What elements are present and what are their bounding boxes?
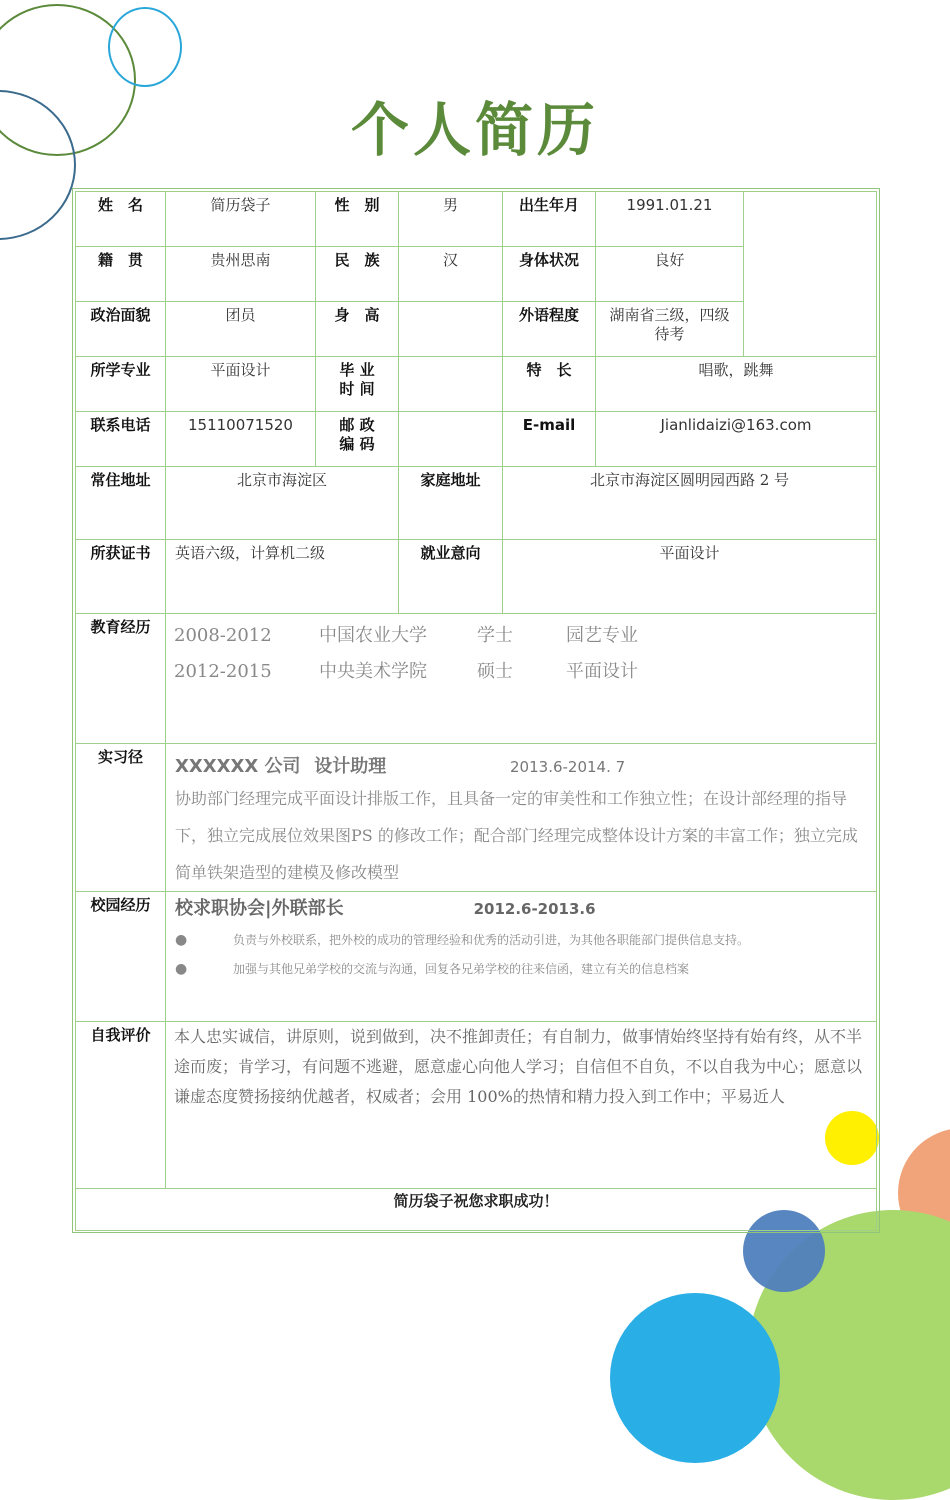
language-label: 外语程度 [503, 302, 596, 357]
education-degree: 硕士 [477, 661, 513, 682]
grad-value [399, 357, 503, 412]
internship-description: 协助部门经理完成平面设计排版工作，且具备一定的审美性和工作独立性；在设计部经理的指导下，独立完成展位效果图PS 的修改工作；配合部门经理完成整体设计方案的丰富工作；独立完成简单铁架造型的建模及修改模型 [175, 789, 858, 882]
education-school: 中国农业大学 [319, 625, 427, 646]
phone-value: 15110071520 [166, 412, 316, 467]
birth-value: 1991.01.21 [596, 192, 744, 247]
email-value: Jianlidaizi@163.com [596, 412, 877, 467]
education-label: 教育经历 [76, 614, 166, 744]
education-years: 2012-2015 [174, 661, 272, 682]
campus-period: 2012.6-2013.6 [473, 900, 596, 918]
major-value: 平面设计 [166, 357, 316, 412]
intent-value: 平面设计 [503, 540, 877, 614]
email-label: E-mail [503, 412, 596, 467]
intent-label: 就业意向 [399, 540, 503, 614]
height-value [399, 302, 503, 357]
specialty-label: 特 长 [503, 357, 596, 412]
home-label: 家庭地址 [399, 467, 503, 540]
photo-cell [744, 192, 877, 357]
height-label: 身 高 [316, 302, 399, 357]
language-value: 湖南省三级，四级待考 [596, 302, 744, 357]
gender-value: 男 [399, 192, 503, 247]
education-major: 平面设计 [566, 661, 638, 682]
self-eval-label: 自我评价 [76, 1022, 166, 1189]
campus-item-text: 加强与其他兄弟学校的交流与沟通，回复各兄弟学校的往来信函，建立有关的信息档案 [233, 962, 690, 976]
cert-label: 所获证书 [76, 540, 166, 614]
postcode-label: 邮 政 编 码 [316, 412, 399, 467]
campus-label: 校园经历 [76, 892, 166, 1022]
internship-position: 设计助理 [314, 756, 387, 777]
address-label: 常住地址 [76, 467, 166, 540]
political-label: 政治面貌 [76, 302, 166, 357]
ethnic-value: 汉 [399, 247, 503, 302]
campus-item [175, 960, 876, 978]
education-school: 中央美术学院 [319, 661, 427, 682]
address-value: 北京市海淀区 [166, 467, 399, 540]
health-label: 身体状况 [503, 247, 596, 302]
internship-company: XXXXXX 公司 [175, 756, 301, 777]
education-major: 园艺专业 [566, 625, 638, 646]
resume-table [75, 191, 877, 1231]
home-value: 北京市海淀区圆明园西路 2 号 [503, 467, 877, 540]
postcode-value [399, 412, 503, 467]
name-label: 姓 名 [76, 192, 166, 247]
political-value: 团员 [166, 302, 316, 357]
ethnic-label: 民 族 [316, 247, 399, 302]
campus-item [175, 931, 876, 949]
health-value: 良好 [596, 247, 744, 302]
gender-label: 性 别 [316, 192, 399, 247]
major-label: 所学专业 [76, 357, 166, 412]
name-value: 简历袋子 [166, 192, 316, 247]
campus-role: 校求职协会|外联部长 [175, 898, 344, 919]
internship-header [175, 752, 870, 778]
birth-label: 出生年月 [503, 192, 596, 247]
cert-value: 英语六级，计算机二级 [166, 540, 399, 614]
self-eval-text: 本人忠实诚信，讲原则，说到做到，决不推卸责任；有自制力，做事情始终坚持有始有终，从不半途而废；肯学习，有问题不逃避，愿意虚心向他人学习；自信但不自负，不以自我为中心；愿意以谦虚态度赞扬接纳优越者，权威者；会用 100%的热情和精力投入到工作中；平易近人 [174, 1027, 863, 1106]
campus-header [175, 894, 876, 920]
grad-label: 毕 业 时 间 [316, 357, 399, 412]
internship-label: 实习径 [76, 744, 166, 892]
bullet-icon: ● [175, 932, 188, 948]
education-row [174, 654, 876, 690]
bullet-icon: ● [175, 961, 188, 977]
specialty-value: 唱歌，跳舞 [596, 357, 877, 412]
internship-period: 2013.6-2014. 7 [510, 758, 626, 776]
internship-content [166, 744, 877, 892]
self-eval-content [166, 1022, 877, 1189]
campus-item-text: 负责与外校联系，把外校的成功的管理经验和优秀的活动引进，为其他各职能部门提供信息支持。 [233, 933, 750, 947]
education-degree: 学士 [477, 625, 513, 646]
footer-message: 简历袋子祝您求职成功！ [76, 1189, 877, 1231]
page-title: 个人简历 [350, 96, 599, 164]
decorative-circle-skyblue [610, 1293, 780, 1463]
native-value: 贵州思南 [166, 247, 316, 302]
campus-content [166, 892, 877, 1022]
native-label: 籍 贯 [76, 247, 166, 302]
education-row [174, 618, 876, 654]
phone-label: 联系电话 [76, 412, 166, 467]
education-years: 2008-2012 [174, 625, 272, 646]
education-content [166, 614, 877, 744]
decorative-circle-blue-outline [108, 7, 182, 87]
